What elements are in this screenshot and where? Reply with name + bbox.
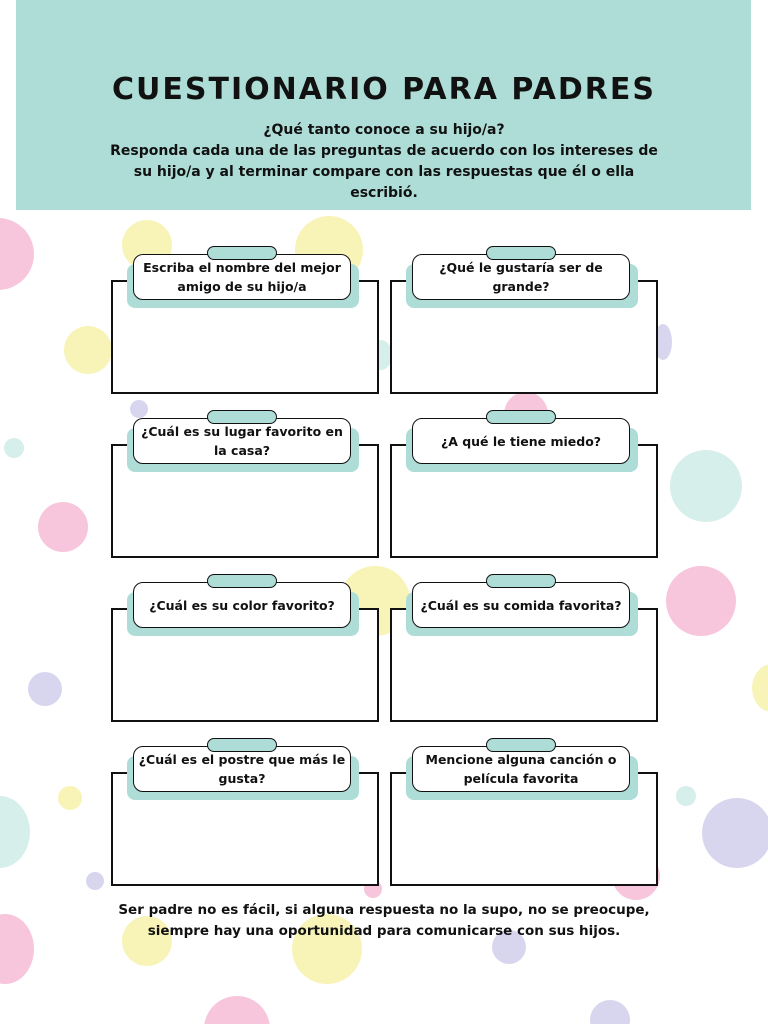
decor-dot [676, 786, 696, 806]
question-card [390, 742, 656, 884]
decor-dot [670, 450, 742, 522]
label-tab [486, 574, 556, 588]
question-card [111, 250, 377, 392]
label-tab [207, 574, 277, 588]
decor-dot [0, 218, 34, 290]
question-label: ¿Qué le gustaría ser de grande? [412, 254, 630, 300]
question-label: ¿Cuál es el postre que más le gusta? [133, 746, 351, 792]
question-card [390, 250, 656, 392]
subtitle-instructions: Responda cada una de las preguntas de acuerdo con los intereses de su hijo/a y al terminar compare con las respuestas que él o ella escribió. [110, 143, 658, 201]
page-subtitle [110, 120, 658, 204]
decor-dot [58, 786, 82, 810]
label-tab [207, 738, 277, 752]
question-card [111, 578, 377, 720]
decor-dot [4, 438, 24, 458]
label-tab [486, 246, 556, 260]
question-label: Escriba el nombre del mejor amigo de su hijo/a [133, 254, 351, 300]
question-card [390, 414, 656, 556]
footer-message: Ser padre no es fácil, si alguna respuesta no la supo, no se preocupe, siempre hay una oportunidad para comunicarse con sus hijos. [118, 902, 650, 939]
question-card [111, 414, 377, 556]
decor-dot [38, 502, 88, 552]
decor-dot [28, 672, 62, 706]
decor-dot [702, 798, 768, 868]
question-label: ¿Cuál es su lugar favorito en la casa? [133, 418, 351, 464]
decor-dot [0, 914, 34, 984]
label-tab [486, 410, 556, 424]
question-label: ¿Cuál es su comida favorita? [412, 582, 630, 628]
decor-dot [64, 326, 112, 374]
question-label: ¿Cuál es su color favorito? [133, 582, 351, 628]
label-tab [207, 410, 277, 424]
page-title: CUESTIONARIO PARA PADRES [112, 72, 656, 107]
decor-dot [752, 664, 768, 712]
decor-dot [590, 1000, 630, 1024]
decor-dot [204, 996, 270, 1024]
decor-dot [86, 872, 104, 890]
question-label: ¿A qué le tiene miedo? [412, 418, 630, 464]
subtitle-question: ¿Qué tanto conoce a su hijo/a? [263, 122, 505, 138]
decor-dot [666, 566, 736, 636]
decor-dot [0, 796, 30, 868]
label-tab [486, 738, 556, 752]
question-card [111, 742, 377, 884]
label-tab [207, 246, 277, 260]
question-card [390, 578, 656, 720]
question-label: Mencione alguna canción o película favorita [412, 746, 630, 792]
